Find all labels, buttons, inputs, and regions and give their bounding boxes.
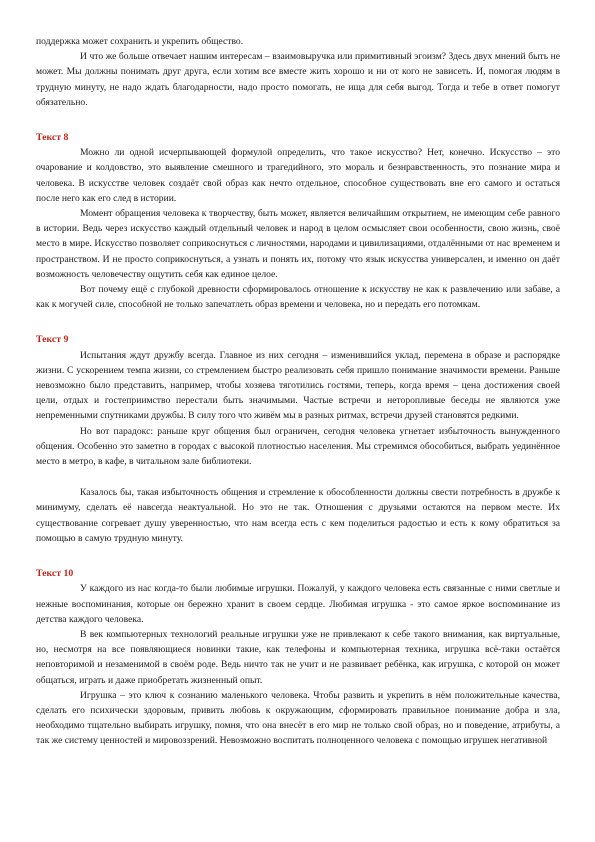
text10-paragraph-1: У каждого из нас когда-то были любимые игрушки. Пожалуй, у каждого человека есть связанные с ними светлые и нежные воспоминания, которые он бережно хранит в своем сердце. Любимая игрушка - это самое яркое воспоминание из детства каждого человека. [36, 583, 560, 625]
text8-heading: Текст 8 [36, 132, 69, 144]
text10-heading: Текст 10 [36, 568, 74, 580]
document-page [36, 34, 560, 749]
spacer [36, 469, 560, 485]
intro-paragraph-1: поддержка может сохранить и укрепить общество. [36, 36, 244, 47]
spacer [36, 312, 560, 332]
text10-paragraph-3: Игрушка – это ключ к сознанию маленького человека. Чтобы развить и укрепить в нём положительные качества, сделать его психически здоровым, привить любовь к окружающим, сформировать правильное понимание добра и зла, необходимо тщательно выбирать игрушку, помня, что она внесёт в его мир не только свой образ, но и поведение, атрибуты, а так же систему ценностей и мировоззрений. Невозможно воспитать полноценного человека с помощью игрушек негативной [36, 689, 560, 747]
text10-paragraph-2: В век компьютерных технологий реальные игрушки уже не привлекают к себе такого внимания, как виртуальные, но, несмотря на все появляющиеся новинки такие, как телефоны и компьютерная техника, игрушка всё-таки остаётся неповторимой и незаменимой в своём роде. Ведь ничто так не учит и не развивает ребёнка, как игрушка, с которой он может общаться, играть и даже приобретать жизненный опыт. [36, 628, 560, 686]
text9-paragraph-2: Но вот парадокс: раньше круг общения был ограничен, сегодня человека угнетает избыточность вынужденного общения. Особенно это заметно в городах с высокой плотностью населения. Мы стремимся обособиться, выбрать уединённое место в метро, в кафе, в читальном зале библиотеки. [36, 425, 560, 468]
text9-heading: Текст 9 [36, 334, 69, 346]
text9-paragraph-1: Испытания ждут дружбу всегда. Главное из них сегодня – изменившийся уклад, перемена в образе и распорядке жизни. С ускорением темпа жизни, со стремлением быстро реализовать себя пришло понимание значимости времени. Раньше невозможно было представить, например, чтобы хозяева тяготились гостями, теперь, когда время – цена достижения своей цели, отдых и гостеприимство перестали быть значимыми. Частые встречи и неторопливые беседы не являются уже непременными спутниками дружбы. В силу того что живём мы в разных ритмах, встречи друзей становятся редкими. [36, 349, 560, 422]
text9-paragraph-3: Казалось бы, такая избыточность общения и стремление к обособленности должны свести потребность в дружбе к минимуму, сделать её навсегда неактуальной. Но это не так. Отношения с друзьями остаются на первом месте. Их существование согревает душу уверенностью, что нам всегда есть с кем поделиться радостью и есть к кому обратиться за помощью в самую трудную минуту. [36, 487, 560, 544]
spacer [36, 110, 560, 130]
text8-paragraph-1: Можно ли одной исчерпывающей формулой определить, что такое искусство? Нет, конечно. Искусство – это очарование и колдовство, это выявление смешного и трагедийного, это мораль и безнравственность, это познание мира и человека. В искусстве человек создаёт свой образ как нечто отдельное, способное существовать вне его самого и остаться после него как его след в истории. [36, 147, 560, 204]
intro-paragraph-2: И что же больше отвечает нашим интересам – взаимовыручка или примитивный эгоизм? Здесь двух мнений быть не может. Мы должны понимать друг друга, если хотим все вместе жить хорошо и ни от кого не зависеть. И, помогая людям в трудную минуту, не надо ждать благодарности, надо просто помогать, не ища для себя выгод. Тогда и тебе в ответ помогут обязательно. [36, 51, 560, 108]
text8-paragraph-2: Момент обращения человека к творчеству, быть может, является величайшим открытием, не имеющим себе равного в истории. Ведь через искусство каждый отдельный человек и народ в целом осмысляет свои особенности, свою жизнь, своё место в мире. Искусство позволяет соприкоснуться с личностями, народами и цивилизациями, отдалёнными от нас временем и пространством. И не просто соприкоснуться, а узнать и понять их, потому что язык искусства универсален, и именно он даёт возможность человечеству ощутить себя как единое целое. [36, 208, 560, 280]
spacer [36, 546, 560, 566]
text8-paragraph-3: Вот почему ещё с глубокой древности сформировалось отношение к искусству не как к развлечению или забаве, а как к могучей силе, способной не только запечатлеть образ времени и человека, но и передать его потомкам. [36, 284, 560, 311]
